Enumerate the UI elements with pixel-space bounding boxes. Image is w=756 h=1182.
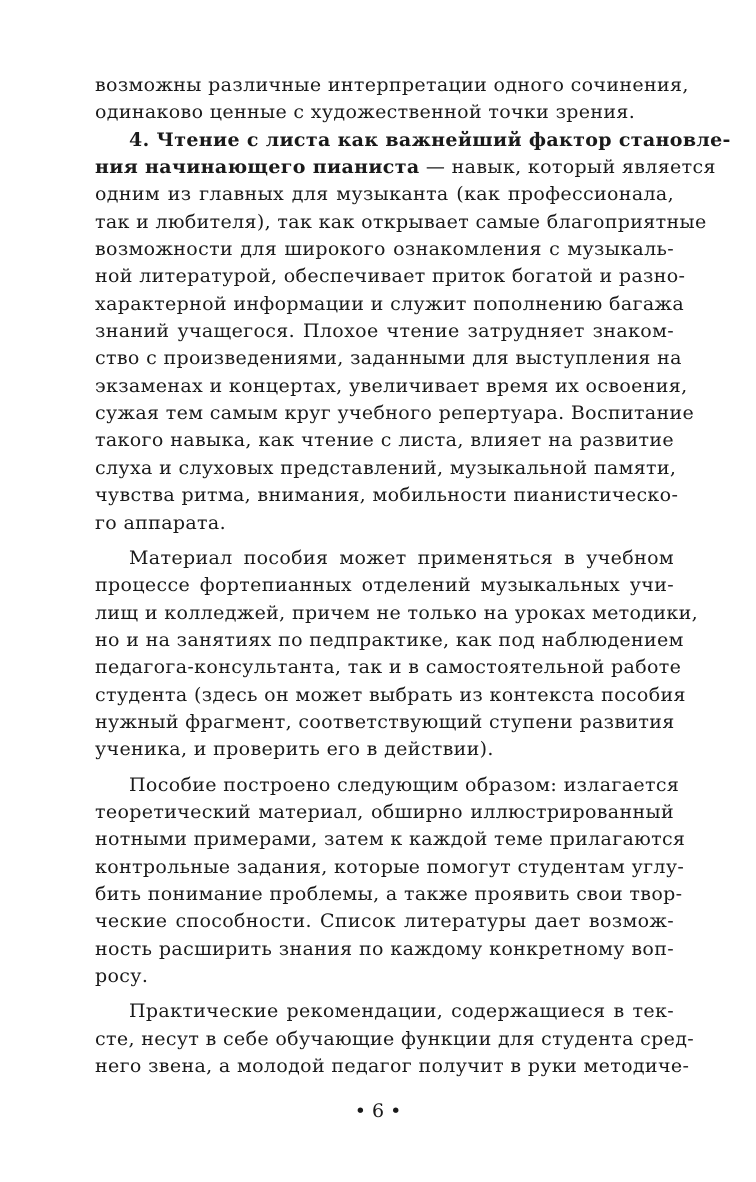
text-line: педагога-консультанта, так и в самостоятельной работе [95, 656, 682, 679]
text-line: сужая тем самым круг учебного репертуара. Воспитание [95, 402, 695, 425]
text-line: чувства ритма, внимания, мобильности пианистическо- [95, 484, 679, 507]
text-line: ство с произведениями, заданными для выступления на [95, 347, 682, 370]
text-line: ученика, и проверить его в действии). [95, 738, 494, 761]
paragraph-3 [95, 545, 699, 764]
text-line: знаний учащегося. Плохое чтение затрудняет знаком- [95, 320, 674, 343]
text-line: Практические рекомендации, содержащиеся в тек- [129, 1000, 674, 1023]
text-line: го аппарата. [95, 511, 226, 534]
paragraph-2 [95, 127, 731, 537]
text-line: ческие способности. Список литературы дает возмож- [95, 910, 674, 933]
text-line: сте, несут в себе обучающие функции для студента сред- [95, 1027, 695, 1050]
paragraph-1 [95, 72, 689, 127]
text-line: росу. [95, 965, 149, 987]
text-line: характерной информации и служит пополнению багажа [95, 292, 685, 315]
text-line: экзаменах и концертах, увеличивает время их освоения, [95, 374, 688, 397]
text-line: одним из главных для музыканта (как профессионала, [95, 183, 674, 206]
text-line: студента (здесь он может выбрать из контекста пособия [95, 683, 686, 706]
section-heading-line: 4. Чтение с листа как важнейший фактор становле- [129, 128, 731, 151]
text-line: него звена, а молодой педагог получит в руки методиче- [95, 1055, 690, 1078]
text-fragment: — навык, который является [419, 156, 716, 179]
text-line: но и на занятиях по педпрактике, как под наблюдением [95, 628, 684, 651]
text-line: процессе фортепианных отделений музыкальных учи- [95, 574, 674, 597]
paragraph-5 [95, 998, 695, 1080]
text-line: Материал пособия может применяться в учебном [129, 546, 674, 569]
text-line: бить понимание проблемы, а также проявить свои твор- [95, 882, 683, 905]
text-line: возможны различные интерпретации одного сочинения, [95, 74, 689, 96]
text-line: Пособие построено следующим образом: излагается [129, 773, 680, 796]
paragraph-4 [95, 772, 686, 991]
text-line: возможности для широкого ознакомления с музыкаль- [95, 238, 674, 261]
text-line [95, 154, 716, 181]
text-line: лищ и колледжей, причем не только на уроках методики, [95, 601, 699, 624]
text-line: нужный фрагмент, соответствующий ступени развития [95, 710, 675, 733]
text-line: нотными примерами, затем к каждой теме прилагаются [95, 828, 686, 851]
page-body [95, 72, 731, 1080]
text-line: ной литературой, обеспечивает приток богатой и разно- [95, 265, 686, 288]
text-line: ность расширить знания по каждому конкретному воп- [95, 937, 674, 960]
text-line: слуха и слуховых представлений, музыкальной памяти, [95, 456, 677, 479]
text-line: контрольные задания, которые помогут студентам углу- [95, 855, 685, 878]
text-line: так и любителя), так как открывает самые благоприятные [95, 210, 707, 233]
page-number: • 6 • [354, 1100, 402, 1122]
text-line: такого навыка, как чтение с листа, влияет на развитие [95, 429, 674, 452]
text-line: теоретический материал, обширно иллюстрированный [95, 800, 674, 823]
text-line: одинаково ценные с художественной точки зрения. [95, 101, 636, 124]
section-heading-bold: ния начинающего пианиста [95, 156, 420, 179]
